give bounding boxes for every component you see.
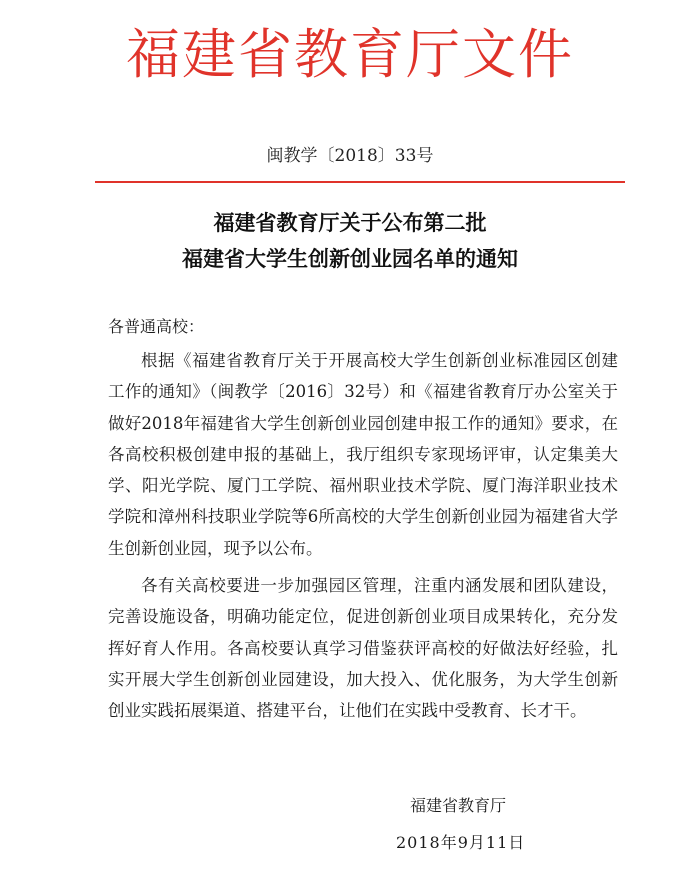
notice-title-line-2: 福建省大学生创新创业园名单的通知 bbox=[182, 246, 518, 271]
signature-organization: 福建省教育厅 bbox=[410, 796, 507, 815]
salutation: 各普通高校： bbox=[108, 317, 205, 336]
signature-date: 2018年9月11日 bbox=[396, 833, 526, 852]
document-header-title: 福建省教育厅文件 bbox=[126, 23, 574, 86]
notice-title-line-1: 福建省教育厅关于公布第二批 bbox=[213, 210, 487, 235]
body-paragraph-2: 各有关高校要进一步加强园区管理，注重内涵发展和团队建设，完善设施设备，明确功能定位，促进创新创业项目成果转化，充分发挥好育人作用。各高校要认真学习借鉴获评高校的好做法好经验，扎实开展大学生创新创业园建设，加大投入、优化服务，为大学生创新创业实践拓展渠道、搭建平台，让他们在实践中受教育、长才干。 bbox=[108, 576, 618, 721]
header-divider bbox=[95, 181, 625, 183]
body-text bbox=[108, 345, 618, 733]
notice-title bbox=[0, 205, 700, 277]
document-number: 闽教学〔2018〕33号 bbox=[266, 146, 434, 166]
body-paragraph-1: 根据《福建省教育厅关于开展高校大学生创新创业标准园区创建工作的通知》（闽教学〔2016〕32号）和《福建省教育厅办公室关于做好2018年福建省大学生创新创业园创建申报工作的通知》要求，在各高校积极创建申报的基础上，我厅组织专家现场评审，认定集美大学、阳光学院、厦门工学院、福州职业技术学院、厦门海洋职业技术学院和漳州科技职业学院等6所高校的大学生创新创业园为福建省大学生创新创业园，现予以公布。 bbox=[108, 351, 618, 558]
